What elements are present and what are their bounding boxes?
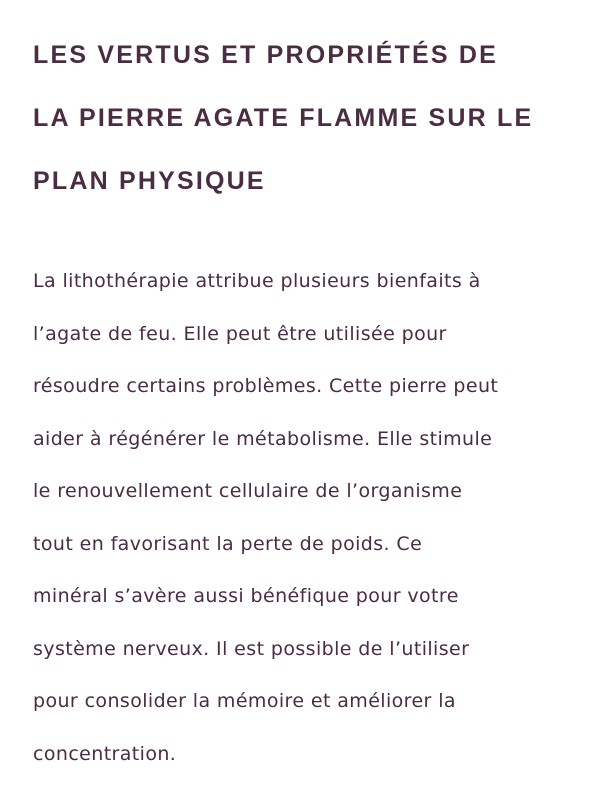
heading-line: LES VERTUS ET PROPRIÉTÉS DE — [33, 41, 499, 69]
heading-line: PLAN PHYSIQUE — [33, 167, 266, 195]
section-heading — [33, 24, 578, 213]
paragraph-line: aider à régénérer le métabolisme. Elle stimule — [33, 427, 493, 450]
paragraph-line: le renouvellement cellulaire de l’organisme — [33, 480, 463, 502]
heading-line: LA PIERRE AGATE FLAMME SUR LE — [33, 104, 534, 132]
paragraph-line: tout en favorisant la perte de poids. Ce — [33, 532, 423, 555]
paragraph-line: concentration. — [33, 742, 177, 765]
paragraph-line: l’agate de feu. Elle peut être utilisée pour — [33, 322, 447, 345]
paragraph-line: minéral s’avère aussi bénéfique pour votre — [33, 585, 459, 607]
article-section — [33, 24, 578, 780]
paragraph-line: résoudre certains problèmes. Cette pierre peut — [33, 375, 499, 397]
paragraph-line: La lithothérapie attribue plusieurs bienfaits à — [33, 270, 481, 292]
body-paragraph — [33, 255, 578, 780]
paragraph-line: pour consolider la mémoire et améliorer la — [33, 690, 456, 712]
paragraph-line: système nerveux. Il est possible de l’utiliser — [33, 637, 470, 660]
